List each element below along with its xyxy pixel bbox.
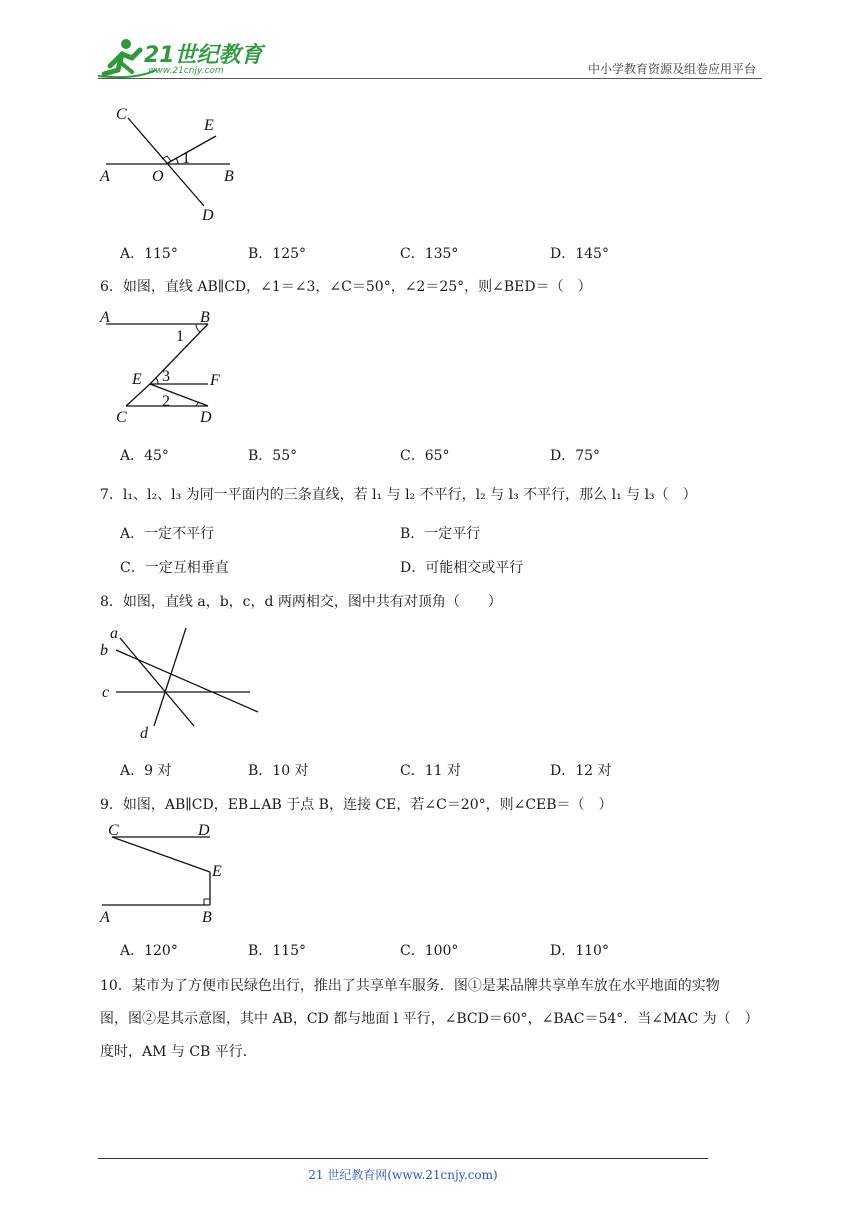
q6-label-E: E: [132, 371, 142, 388]
q8-label-d: d: [140, 725, 148, 742]
q6-label-B: B: [200, 309, 210, 326]
header-divider: [98, 78, 762, 79]
q8-figure: [96, 622, 266, 744]
q10-line-1: 10．某市为了方便市民绿色出行，推出了共享单车服务．图①是某品牌共享单车放在水平地面的实物: [100, 978, 720, 994]
q6-label-A: A: [100, 309, 110, 326]
q6-option-c[interactable]: C．65°: [400, 448, 450, 464]
q8-label-b: b: [100, 642, 108, 659]
q9-label-A: A: [100, 909, 110, 926]
logo-url: www.21cnjy.com: [148, 66, 224, 76]
footer-link[interactable]: 21 世纪教育网(www.21cnjy.com): [308, 1168, 498, 1182]
q6-option-d[interactable]: D．75°: [550, 448, 601, 464]
q8-option-a[interactable]: A．9 对: [120, 763, 172, 779]
q9-label-C: C: [108, 822, 119, 839]
q9-option-b[interactable]: B．115°: [248, 943, 307, 959]
q9-label-B: B: [202, 909, 212, 926]
site-logo: [96, 36, 263, 80]
header-platform-text: 中小学教育资源及组卷应用平台: [587, 62, 756, 76]
q9-text: 9．如图，AB∥CD，EB⊥AB 于点 B，连接 CE，若∠C＝20°，则∠CEB＝（ ）: [100, 797, 613, 813]
logo-text: 21世纪教育: [144, 43, 263, 68]
q9-label-E: E: [212, 863, 222, 880]
q5-label-O: O: [152, 168, 164, 185]
q5-label-A: A: [100, 168, 110, 185]
q10-line-2: 图，图②是其示意图，其中 AB，CD 都与地面 l 平行，∠BCD＝60°，∠BAC＝54°．当∠MAC 为（ ）: [100, 1011, 759, 1027]
q6-label-F: F: [210, 372, 220, 389]
q6-text: 6．如图，直线 AB∥CD，∠1＝∠3，∠C＝50°，∠2＝25°，则∠BED＝（ ）: [100, 279, 592, 295]
q7-option-b[interactable]: B．一定平行: [400, 526, 481, 542]
q5-figure: [96, 100, 246, 225]
q5-label-C: C: [116, 106, 127, 123]
q6-figure: [96, 302, 236, 426]
q8-label-c: c: [102, 684, 110, 701]
q9-option-c[interactable]: C．100°: [400, 943, 459, 959]
q7-option-c[interactable]: C．一定互相垂直: [120, 560, 229, 576]
q8-text: 8．如图，直线 a，b，c，d 两两相交，图中共有对顶角（ ）: [100, 594, 502, 610]
q9-label-D: D: [198, 822, 210, 839]
q8-option-c[interactable]: C．11 对: [400, 763, 461, 779]
q7-option-d[interactable]: D．可能相交或平行: [400, 560, 524, 576]
q8-label-a: a: [110, 625, 118, 642]
q10-line-3: 度时，AM 与 CB 平行．: [100, 1044, 257, 1060]
q5-option-a[interactable]: A．115°: [120, 246, 178, 262]
q7-text: 7．l₁、l₂、l₃ 为同一平面内的三条直线，若 l₁ 与 l₂ 不平行，l₂ 与 l₃ 不平行，那么 l₁ 与 l₃（ ）: [100, 487, 697, 503]
q5-label-1: 1: [182, 150, 190, 167]
q9-option-a[interactable]: A．120°: [120, 943, 178, 959]
q5-label-B: B: [224, 168, 234, 185]
footer-divider: [98, 1158, 708, 1159]
q6-option-a[interactable]: A．45°: [120, 448, 169, 464]
q6-option-b[interactable]: B．55°: [248, 448, 298, 464]
q6-label-3: 3: [162, 368, 170, 385]
q7-option-a[interactable]: A．一定不平行: [120, 526, 215, 542]
q6-label-1: 1: [176, 328, 184, 345]
q5-option-c[interactable]: C．135°: [400, 246, 459, 262]
q5-option-b[interactable]: B．125°: [248, 246, 307, 262]
q5-label-E: E: [204, 117, 214, 134]
q8-option-d[interactable]: D．12 对: [550, 763, 612, 779]
q8-option-b[interactable]: B．10 对: [248, 763, 309, 779]
q6-label-C: C: [116, 409, 127, 426]
q5-label-D: D: [202, 207, 214, 224]
q6-label-D: D: [200, 409, 212, 426]
q9-figure: [96, 820, 236, 928]
q9-option-d[interactable]: D．110°: [550, 943, 609, 959]
q5-option-d[interactable]: D．145°: [550, 246, 609, 262]
q6-label-2: 2: [162, 393, 170, 410]
